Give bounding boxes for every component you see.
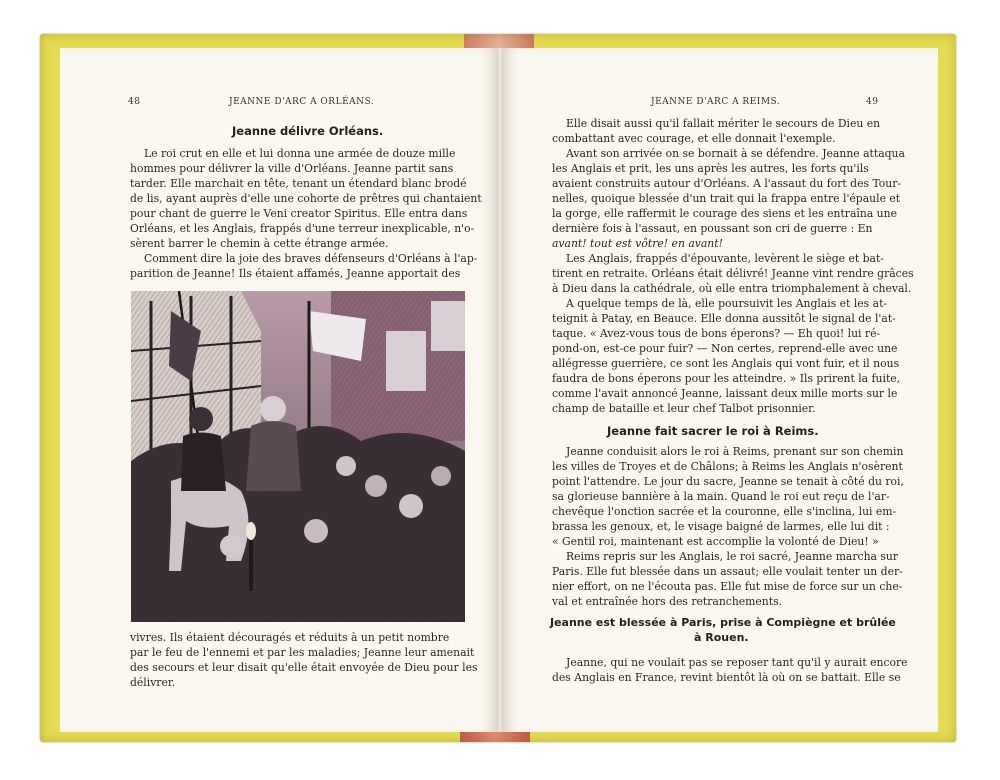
right-text-line: Reims repris sur les Anglais, le roi sacré, Jeanne marcha sur <box>566 550 899 563</box>
right-text-line: pond-on, est-ce pour fuir? — Non certes, reprend-elle avec une <box>552 342 898 355</box>
right-text-line: val et entraînée hors des retranchements. <box>552 595 783 608</box>
right-text-line: A quelque temps de là, elle poursuivit les Anglais et les at- <box>566 297 888 310</box>
right-text-line: les Anglais et prit, les uns après les autres, les forts qu'ils <box>552 162 869 175</box>
right-section-heading: Jeanne fait sacrer le roi à Reims. <box>607 424 819 438</box>
left-text-line: parition de Jeanne! Ils étaient affamés, Jeanne apportait des <box>130 267 461 280</box>
left-text-line: délivrer. <box>130 676 176 689</box>
left-text-line: Le roi crut en elle et lui donna une armée de douze mille <box>144 147 456 160</box>
book-gutter <box>497 48 503 732</box>
right-text-line: point l'attendre. Le jour du sacre, Jeanne se tenait à côté du roi, <box>552 475 904 488</box>
right-text-line: Elle disait aussi qu'il fallait mériter le secours de Dieu en <box>566 117 881 130</box>
right-text-line: la gorge, elle raffermit le courage des siens et les entraîna une <box>552 207 897 220</box>
right-text-line: taque. « Avez-vous tous de bons éperons? — Eh quoi! lui ré- <box>552 327 881 340</box>
right-text-line: Paris. Elle fut blessée dans un assaut; elle voulait tenter un der- <box>552 565 903 578</box>
left-section-heading: Jeanne délivre Orléans. <box>232 124 384 138</box>
left-text-line: vivres. Ils étaient découragés et réduits à un petit nombre <box>130 631 450 644</box>
right-text-line: des Anglais en France, revint bientôt là où on se battait. Elle se <box>552 671 901 684</box>
left-text-line: des secours et leur disait qu'elle était envoyée de Dieu pour les <box>130 661 478 674</box>
left-text-line: Comment dire la joie des braves défenseurs d'Orléans à l'ap- <box>144 252 478 265</box>
right-text-line: avaient construits autour d'Orléans. A l'assaut du fort des Tour- <box>552 177 902 190</box>
right-text-line: Avant son arrivée on se bornait à se défendre. Jeanne attaqua <box>566 147 905 160</box>
right-text-line: nier effort, on ne l'écouta pas. Elle fut mise de force sur un che- <box>552 580 903 593</box>
right-text-line: tirent en retraite. Orléans était délivré! Jeanne vint rendre grâces <box>552 267 914 280</box>
right-text-line: champ de bataille et leur chef Talbot prisonnier. <box>552 402 816 415</box>
right-text-line: Jeanne, qui ne voulait pas se reposer tant qu'il y aurait encore <box>566 656 908 669</box>
engraving-illustration <box>131 291 465 622</box>
right-text-line: comme l'avait annoncé Jeanne, laissant deux mille morts sur le <box>552 387 898 400</box>
right-page-number: 49 <box>866 97 879 107</box>
right-text-line: teignit à Patay, en Beauce. Elle donna aussitôt le signal de l'at- <box>552 312 896 325</box>
left-text-line: tarder. Elle marchait en tête, tenant un étendard blanc brodé <box>130 177 467 190</box>
right-running-title: JEANNE D'ARC A REIMS. <box>651 97 781 107</box>
left-text-line: de lis, ayant auprès d'elle une cohorte de prêtres qui chantaient <box>130 192 482 205</box>
right-text-line: faudra de bons éperons pour les atteindre. » Ils prirent la fuite, <box>552 372 901 385</box>
right-text-line: sa glorieuse bannière à la main. Quand le roi eut reçu de l'ar- <box>552 490 890 503</box>
left-text-line: hommes pour délivrer la ville d'Orléans. Jeanne partit sans <box>130 162 454 175</box>
left-text-line: Orléans, et les Anglais, frappés d'une terreur inexplicable, n'o- <box>130 222 475 235</box>
right-text-line: à Dieu dans la cathédrale, où elle entra triomphalement à cheval. <box>552 282 912 295</box>
left-running-title: JEANNE D'ARC A ORLÉANS. <box>229 97 375 107</box>
right-text-line: Jeanne conduisit alors le roi à Reims, prenant sur son chemin <box>566 445 904 458</box>
right-text-line: avant! tout est vôtre! en avant! <box>552 237 723 250</box>
left-text-line: par le feu de l'ennemi et par les maladies; Jeanne leur amenait <box>130 646 475 659</box>
right-text-line: dernière fois à l'assaut, en poussant son cri de guerre : En <box>552 222 873 235</box>
left-text-line: pour chant de guerre le Veni creator Spiritus. Elle entra dans <box>130 207 468 220</box>
left-page-number: 48 <box>128 97 141 107</box>
right-text-line: « Gentil roi, maintenant est accomplie la volonté de Dieu! » <box>552 535 879 548</box>
right-text-line: chevêque l'onction sacrée et la couronne, elle s'inclina, lui em- <box>552 505 897 518</box>
right-text-line: allégresse guerrière, ce sont les Anglais qui vont fuir, et il nous <box>552 357 900 370</box>
right-text-line: nelles, quoique blessée d'un trait qui la frappa entre l'épaule et <box>552 192 901 205</box>
right-text-line: brassa les genoux, et, le visage baigné de larmes, elle lui dit : <box>552 520 890 533</box>
right-text-line: Les Anglais, frappés d'épouvante, levèrent le siège et bat- <box>566 252 884 265</box>
right-text-line: combattant avec courage, et elle donnait l'exemple. <box>552 132 836 145</box>
right-text-line: les villes de Troyes et de Châlons; à Reims les Anglais n'osèrent <box>552 460 903 473</box>
left-text-line: sèrent barrer le chemin à cette étrange armée. <box>130 237 389 250</box>
right-section-heading: à Rouen. <box>694 631 749 644</box>
right-section-heading: Jeanne est blessée à Paris, prise à Compiègne et brûlée <box>550 616 896 629</box>
